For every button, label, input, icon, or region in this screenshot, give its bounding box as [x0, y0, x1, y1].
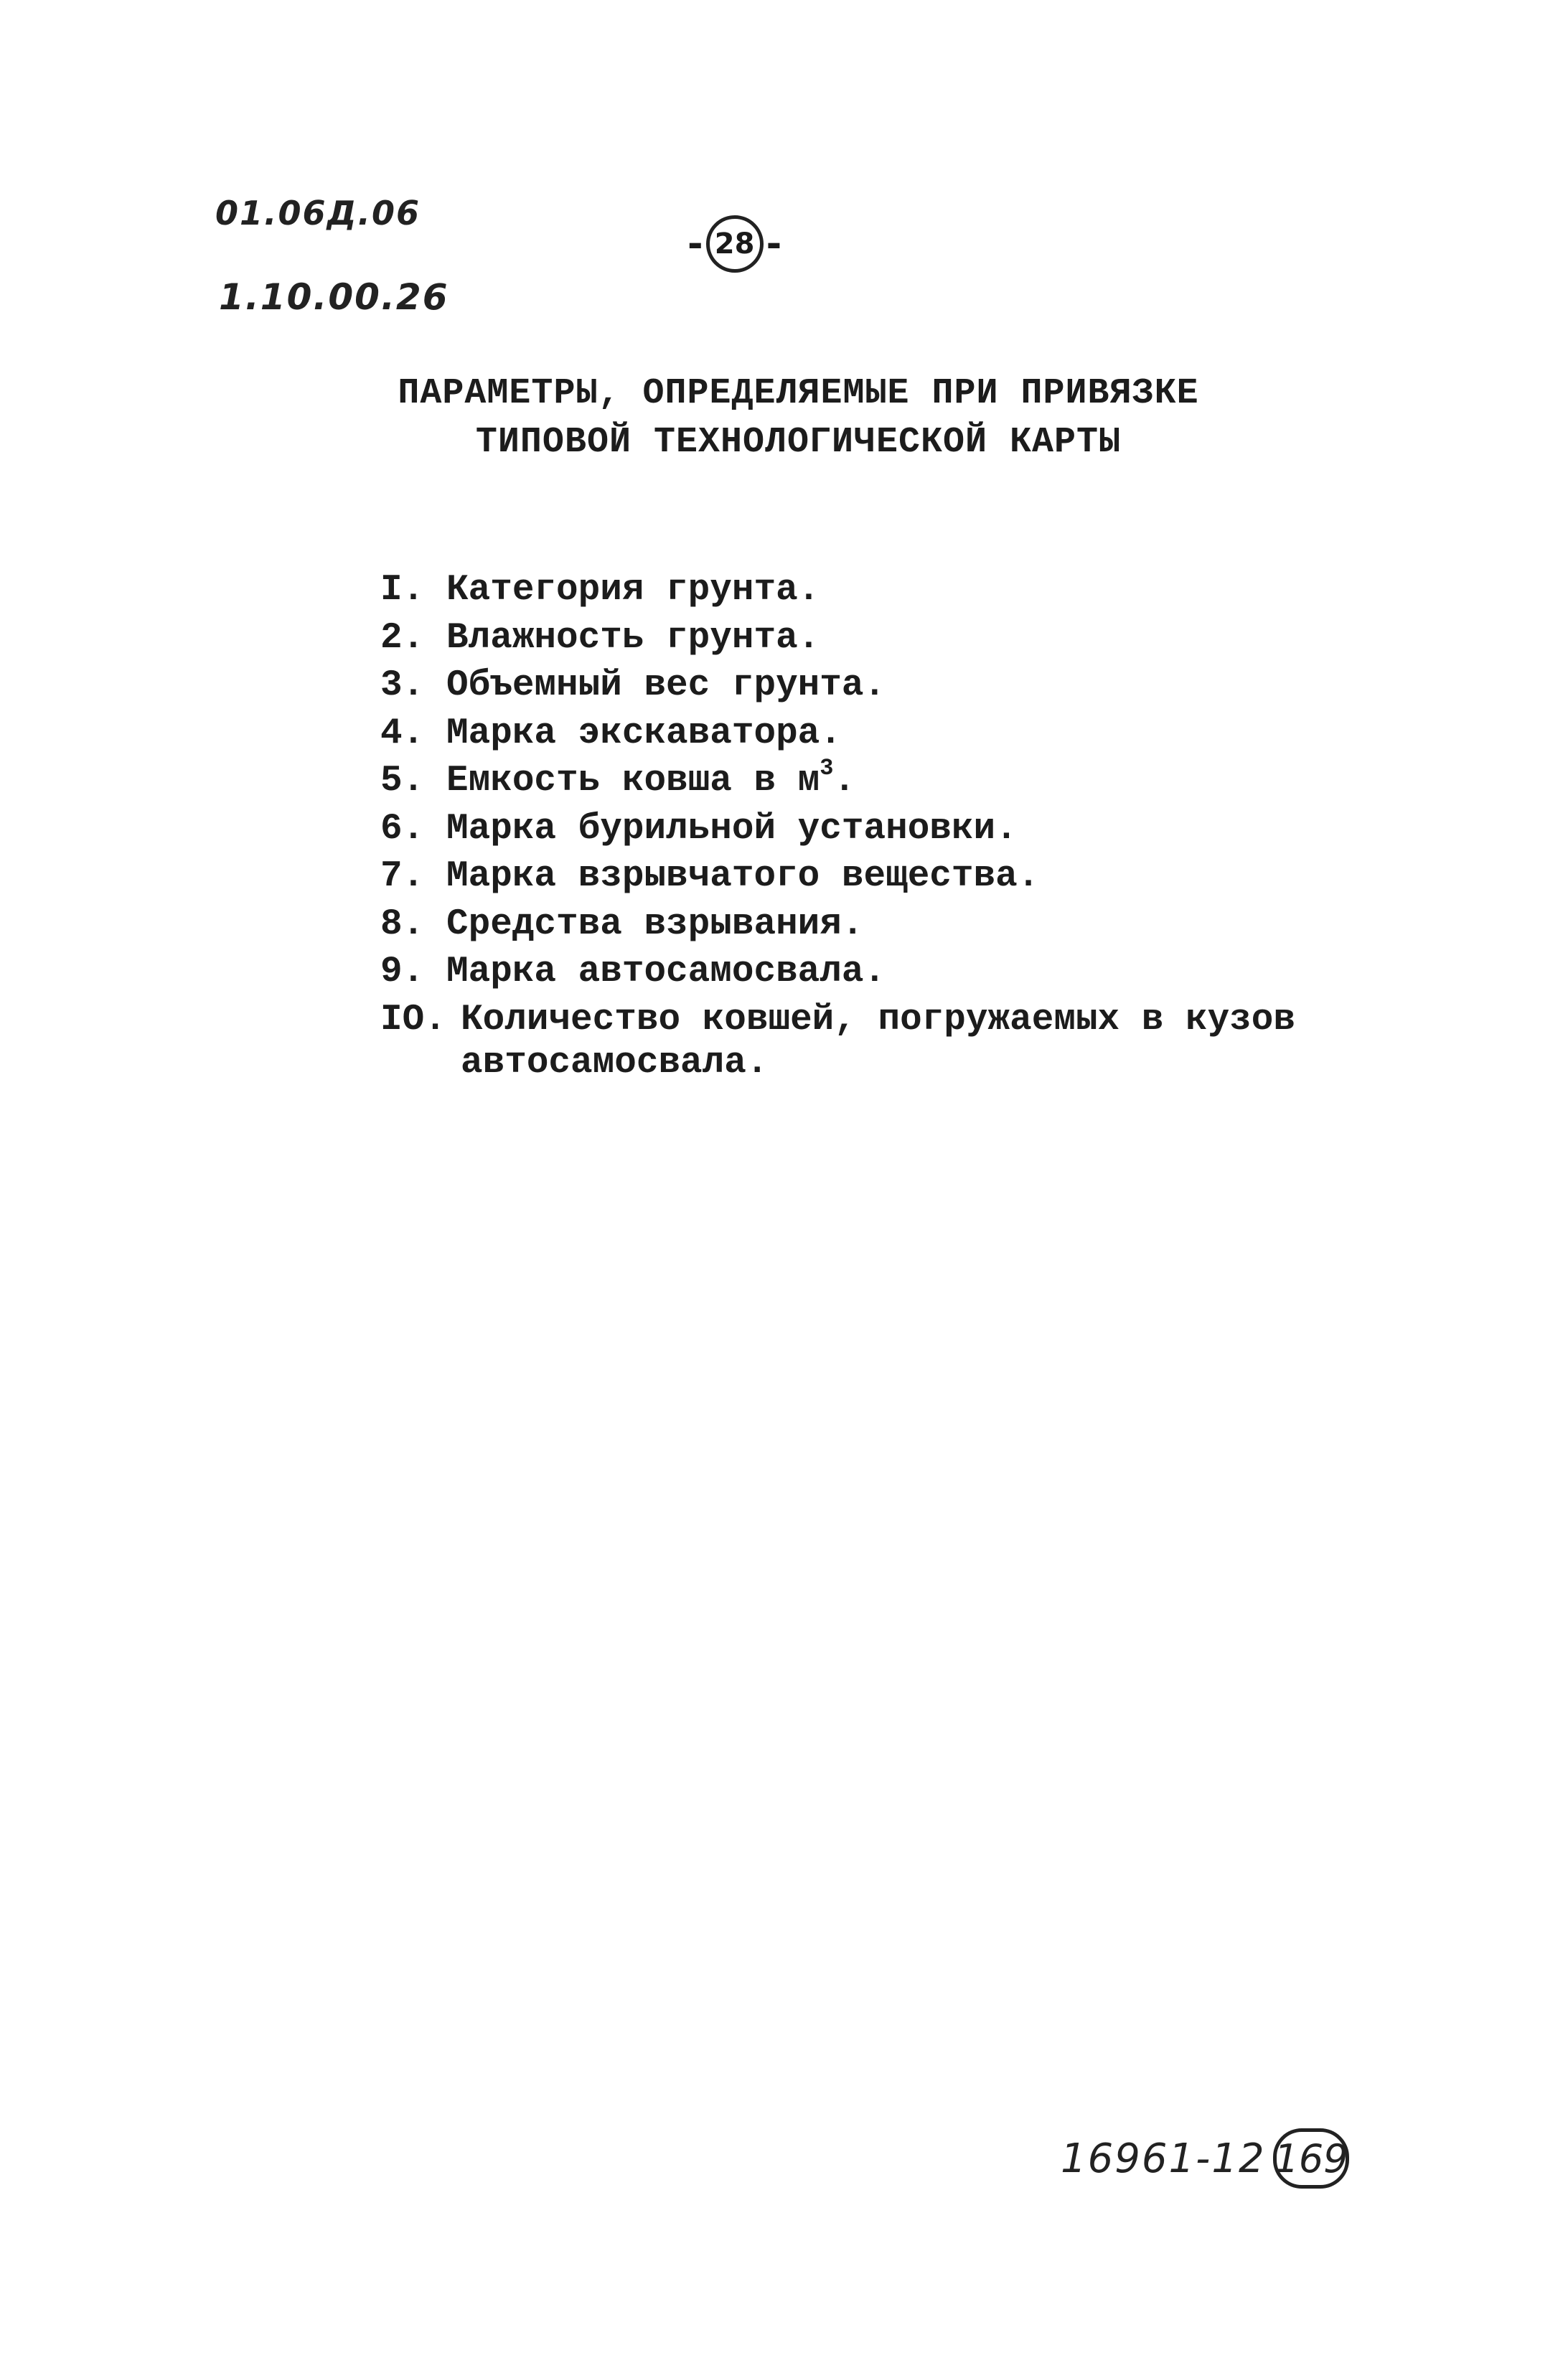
item-text-tail: .	[833, 761, 856, 802]
item-text: Количество ковшей, погружаемых в кузов автосамосвала.	[461, 999, 1295, 1084]
list-item	[380, 853, 1313, 901]
item-number: 8.	[380, 903, 425, 945]
item-number: 5.	[380, 761, 425, 802]
item-text: Объемный вес грунта.	[446, 665, 886, 706]
item-number: I.	[380, 570, 425, 611]
item-number: 2.	[380, 617, 425, 659]
list-item	[380, 615, 1313, 663]
footer-sheet-number: 169	[1273, 2128, 1349, 2189]
title-line-2: ТИПОВОЙ ТЕХНОЛОГИЧЕСКОЙ КАРТЫ	[475, 422, 1122, 463]
item-text: Категория грунта.	[446, 570, 820, 611]
title-line-1: ПАРАМЕТРЫ, ОПРЕДЕЛЯЕМЫЕ ПРИ ПРИВЯЗКЕ	[398, 373, 1199, 414]
item-number: 6.	[380, 808, 425, 850]
superscript-exponent: 3	[820, 755, 834, 781]
page-number	[687, 215, 781, 273]
parameter-list	[380, 567, 1313, 1085]
page-number-dash-right: -	[766, 222, 782, 266]
archive-code: 01.06Д.06	[215, 194, 421, 232]
item-text-group	[446, 755, 1313, 806]
list-item	[380, 806, 1313, 854]
page-number-dash-left: -	[687, 222, 703, 266]
list-item	[380, 662, 1313, 710]
list-item	[380, 949, 1313, 997]
list-item	[380, 901, 1313, 949]
item-number: IO.	[380, 999, 446, 1040]
item-number: 7.	[380, 856, 425, 897]
item-text: Марка взрывчатого вещества.	[446, 856, 1040, 897]
item-number: 9.	[380, 951, 425, 992]
item-text: Марка автосамосвала.	[446, 951, 886, 992]
item-number: 4.	[380, 713, 425, 754]
item-text: Марка экскаватора.	[446, 713, 842, 754]
item-text: Средства взрывания.	[446, 903, 864, 945]
page-number-circle: 28	[706, 215, 764, 273]
footer-document-code: 16961-12	[1061, 2135, 1266, 2182]
item-number: 3.	[380, 665, 425, 706]
item-text: Емкость ковша в м	[446, 761, 820, 802]
item-text: Марка бурильной установки.	[446, 808, 1018, 850]
list-item	[380, 710, 1313, 758]
list-item	[380, 755, 1313, 806]
list-item	[380, 567, 1313, 615]
document-code: 1.10.00.26	[219, 276, 449, 318]
item-text: Влажность грунта.	[446, 617, 820, 659]
list-item	[380, 997, 1313, 1085]
